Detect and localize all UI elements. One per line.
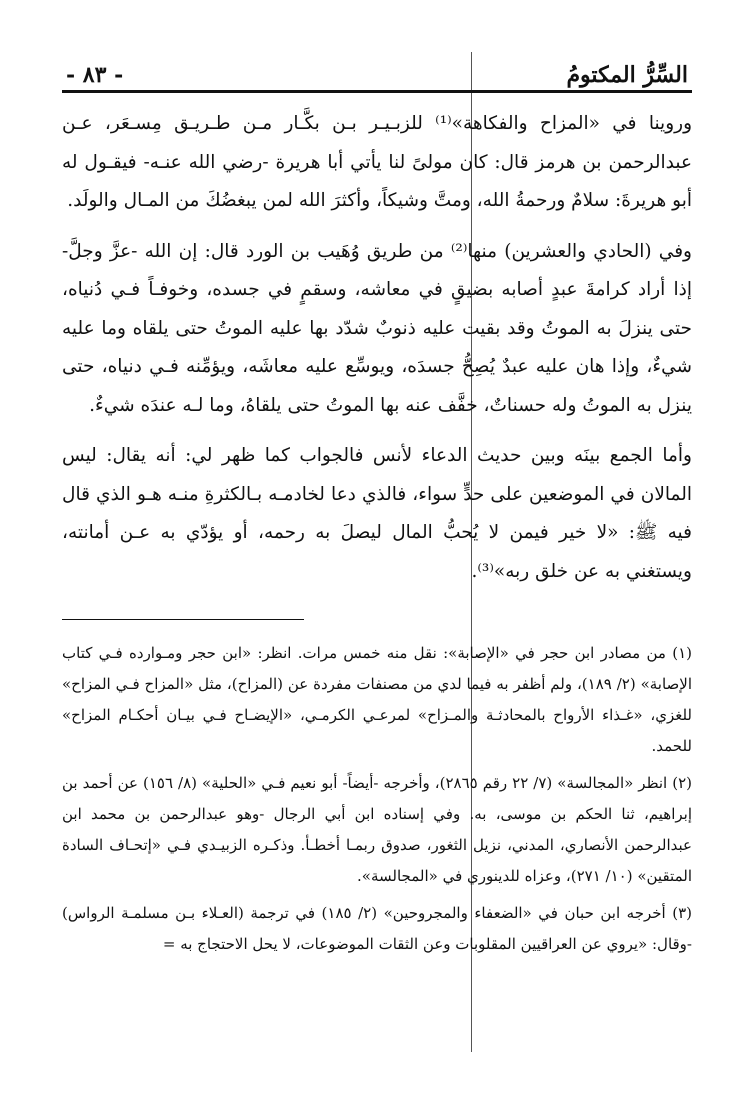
footnote-separator (62, 619, 304, 620)
paragraph: وأما الجمع بينَه وبين حديث الدعاء لأنس فالجواب كما ظهر لي: أنه يقال: ليس المالان في الموضعين على حدٍّ سواء، فالذي دعا لخادمـه بـالكثرةِ منـه هـو الذي قال فيه ﷺ: «لا خير فيمن لا يُحبُّ المال ليصلَ به رحمه، أو يؤدّي به عـن أمانته، ويستغني به عن خلق ربه»⁽³⁾. (62, 445, 692, 582)
main-text (62, 105, 692, 591)
footnotes (62, 638, 692, 960)
page-header (62, 52, 692, 93)
running-title: السِّرُّ المكتومُ (566, 62, 688, 88)
footnote: (١) من مصادر ابن حجر في «الإصابة»: نقل منه خمس مرات. انظر: «ابن حجر ومـوارده فـي كتاب الإصابة» (٢/ ١٨٩)، ولم أظفر به فيما لدي من مصنفات مفردة عن (المزاح)، مثل «المزاح فـي المزاح» للغزي، «غـذاء الأرواح بالمحادثـة والمـزاح» لمرعـي الكرمـي، «الإيضـاح فـي بيـان أحكـام المزاح» للحمد. (62, 644, 692, 755)
footnote: (٣) أخرجه ابن حبان في «الضعفاء والمجروحين» (٢/ ١٨٥) في ترجمة (العـلاء بـن مسلمـة الرواس) -وقال: «يروي عن العراقيين المقلوبات وعن الثقات الموضوعات، لا يحل الاحتجاج به = (62, 904, 692, 953)
page-number: - ٨٣ - (66, 62, 124, 88)
paragraph: وفي (الحادي والعشرين) منها⁽²⁾ من طريق وُهَيب بن الورد قال: إن الله -عزَّ وجلَّ- إذا أراد كرامةَ عبدٍ أصابه بضيقٍ في معاشه، وسقمٍ في جسده، وخوفـاً فـي دُنياه، حتى ينزلَ به الموتُ وقد بقيت عليه ذنوبٌ شدّد بها عليه الموتُ حتى يلقاه وما عليه شيءٌ، وإذا هان عليه عبدٌ يُصِحُّ جسدَه، ويوسِّع عليه معاشَه، ويؤمِّنه فـي دنياه، حتى ينزل به الموتُ وله حسناتٌ، خفَّف عنه بها الموتُ حتى يلقاهُ، وما لـه عندَه شيءٌ. (62, 240, 692, 416)
paragraph: وروينا في «المزاح والفكاهة»⁽¹⁾ للزبـيـر بـن بكَّـار مـن طـريـق مِسـعَر، عـن عبدالرحمن بن هرمز قال: كان مولىً لنا يأتي أبا هريرة -رضي الله عنـه- فيقـول له أبو هريرةَ: سلامٌ ورحمةُ الله، ومتَّ وشيكاً، وأكثرَ الله لمن يبغضُكَ من المـال والولَد. (62, 113, 692, 211)
page (62, 52, 692, 966)
footnote: (٢) انظر «المجالسة» (٧/ ٢٢ رقم ٢٨٦٥)، وأخرجه -أيضاً- أبو نعيم فـي «الحلية» (٨/ ١٥٦) عن أحمد بن إبراهيم، ثنا الحكم بن موسى، به. وفي إسناده ابن أبي الرجال -وهو عبدالرحمن بن محمد ابن عبدالرحمن الأنصاري، المدني، نزيل الثغور، صدوق ربمـا أخطـأ. وذكـره الزبيـدي فـي «إتحـاف السادة المتقين» (١٠/ ٢٧١)، وعزاه للدينوري في «المجالسة». (62, 774, 693, 885)
